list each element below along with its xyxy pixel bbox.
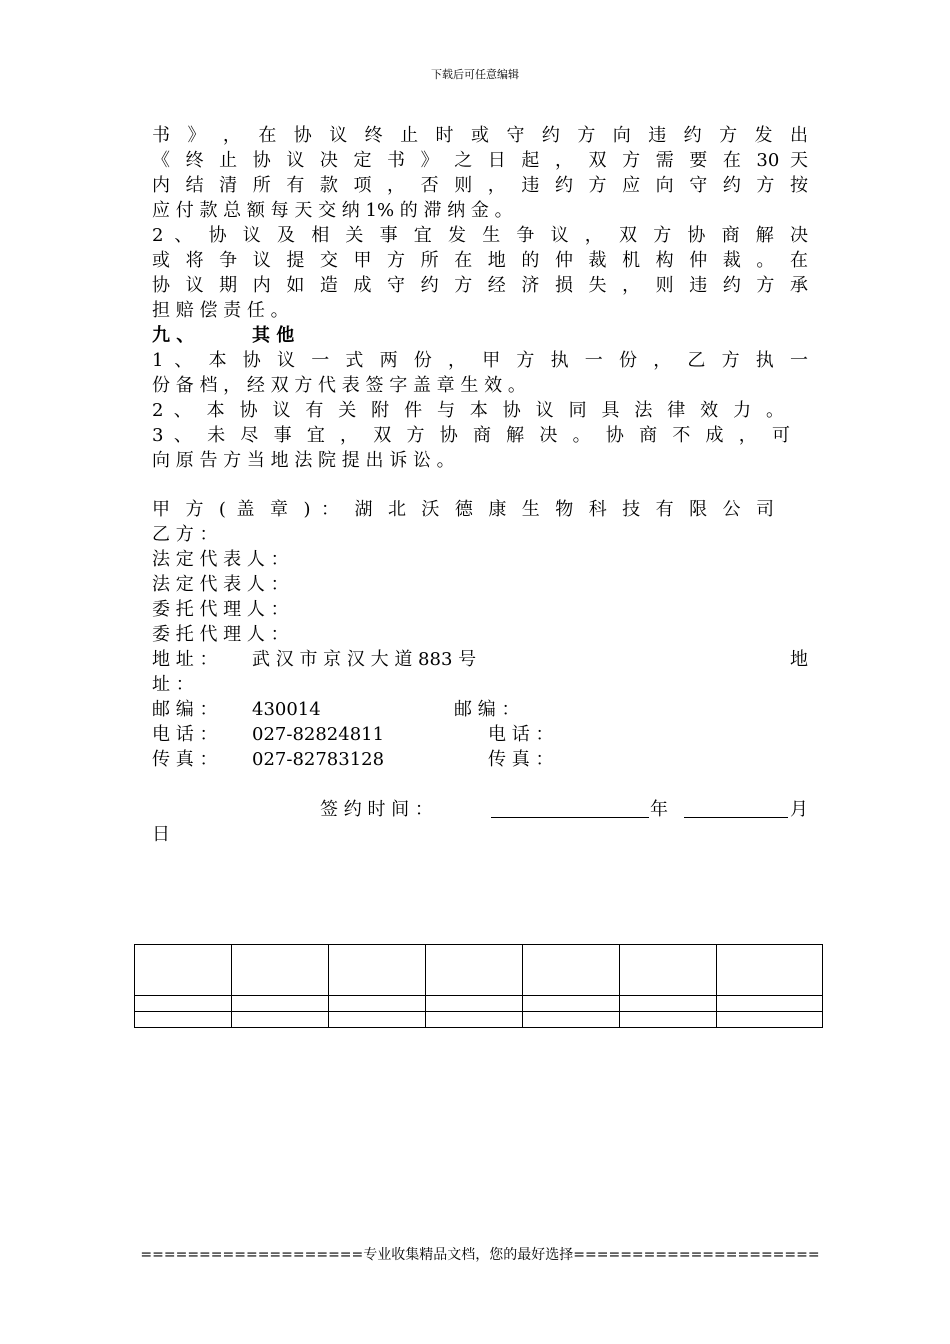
address-label: 地 址 ： [152, 649, 218, 670]
sign-date-year: 年 [650, 799, 668, 820]
table-row [135, 1012, 823, 1028]
sign-date-day: 日 [152, 824, 170, 845]
table-cell [620, 945, 717, 996]
body-line: 2 、 协 议 及 相 关 事 宜 发 生 争 议 ， 双 方 协 商 解 决 [152, 225, 808, 246]
sign-date-month: 月 [790, 799, 808, 820]
body-line: 协 议 期 内 如 造 成 守 约 方 经 济 损 失 ， 则 违 约 方 承 [152, 275, 808, 296]
legal-rep-label: 法 定 代 表 人 ： [152, 549, 289, 570]
body-line: 《 终 止 协 议 决 定 书 》 之 日 起 ， 双 方 需 要 在 30 天 [152, 150, 808, 171]
postcode-b-label: 邮 编 ： [454, 699, 520, 720]
table-cell [717, 1012, 823, 1028]
body-line: 或 将 争 议 提 交 甲 方 所 在 地 的 仲 裁 机 构 仲 裁 。 在 [152, 250, 808, 271]
address-b-label: 地 [790, 649, 808, 670]
table-cell [329, 996, 426, 1012]
agent-label: 委 托 代 理 人 ： [152, 624, 289, 645]
postcode-value: 430014 [252, 699, 321, 720]
header-note: 下载后可任意编辑 [431, 68, 519, 81]
section-item-line: 3 、 未 尽 事 宜 ， 双 方 协 商 解 决 。 协 商 不 成 ， 可 [152, 425, 790, 446]
fax-b-label: 传 真 ： [488, 749, 554, 770]
table-cell [232, 1012, 329, 1028]
fax-value: 027-82783128 [252, 749, 385, 770]
table-cell [232, 945, 329, 996]
section-heading-number: 九 、 [152, 325, 195, 346]
table-cell [717, 996, 823, 1012]
table-cell [523, 945, 620, 996]
sign-date-label: 签 约 时 间 ： [320, 799, 433, 820]
address-b-label-cont: 址 ： [152, 674, 194, 695]
section-item-line: 份 备 档 ， 经 双 方 代 表 签 字 盖 章 生 效 。 [152, 375, 526, 396]
fax-label: 传 真 ： [152, 749, 218, 770]
table-cell [523, 996, 620, 1012]
footer-text: ===================专业收集精品文档，您的最好选择===================== [140, 1247, 820, 1263]
table-cell [620, 996, 717, 1012]
section-item-line: 向 原 告 方 当 地 法 院 提 出 诉 讼 。 [152, 450, 455, 471]
phone-label: 电 话 ： [152, 724, 218, 745]
legal-rep-label: 法 定 代 表 人 ： [152, 574, 289, 595]
party-a-line: 甲 方 ( 盖 章 ) ： 湖 北 沃 德 康 生 物 科 技 有 限 公 司 [152, 499, 774, 520]
table-cell [620, 1012, 717, 1028]
table-cell [135, 1012, 232, 1028]
body-line: 应 付 款 总 额 每 天 交 纳 1% 的 滞 纳 金 。 [152, 200, 513, 221]
table-cell [426, 996, 523, 1012]
table-cell [717, 945, 823, 996]
section-item-line: 1 、 本 协 议 一 式 两 份 ， 甲 方 执 一 份 ， 乙 方 执 一 [152, 350, 808, 371]
empty-table [134, 944, 823, 1028]
table-cell [426, 1012, 523, 1028]
address-value: 武 汉 市 京 汉 大 道 883 号 [252, 649, 477, 670]
agent-label: 委 托 代 理 人 ： [152, 599, 289, 620]
table-cell [426, 945, 523, 996]
phone-value: 027-82824811 [252, 724, 385, 745]
table-cell [232, 996, 329, 1012]
section-heading-title: 其 他 [252, 325, 295, 346]
table-row [135, 996, 823, 1012]
body-line: 书 》 ， 在 协 议 终 止 时 或 守 约 方 向 违 约 方 发 出 [152, 125, 808, 146]
table-cell [329, 1012, 426, 1028]
phone-b-label: 电 话 ： [488, 724, 554, 745]
body-line: 担 赔 偿 责 任 。 [152, 300, 289, 321]
section-item-line: 2 、 本 协 议 有 关 附 件 与 本 协 议 同 具 法 律 效 力 。 [152, 400, 784, 421]
table-cell [135, 996, 232, 1012]
body-line: 内 结 清 所 有 款 项 ， 否 则 ， 违 约 方 应 向 守 约 方 按 [152, 175, 808, 196]
sign-date-month-blank [684, 799, 788, 818]
table-cell [523, 1012, 620, 1028]
party-b-label: 乙 方 ： [152, 524, 218, 545]
postcode-label: 邮 编 ： [152, 699, 218, 720]
table-cell [329, 945, 426, 996]
table-cell [135, 945, 232, 996]
sign-date-year-blank [491, 799, 649, 818]
table-row [135, 945, 823, 996]
